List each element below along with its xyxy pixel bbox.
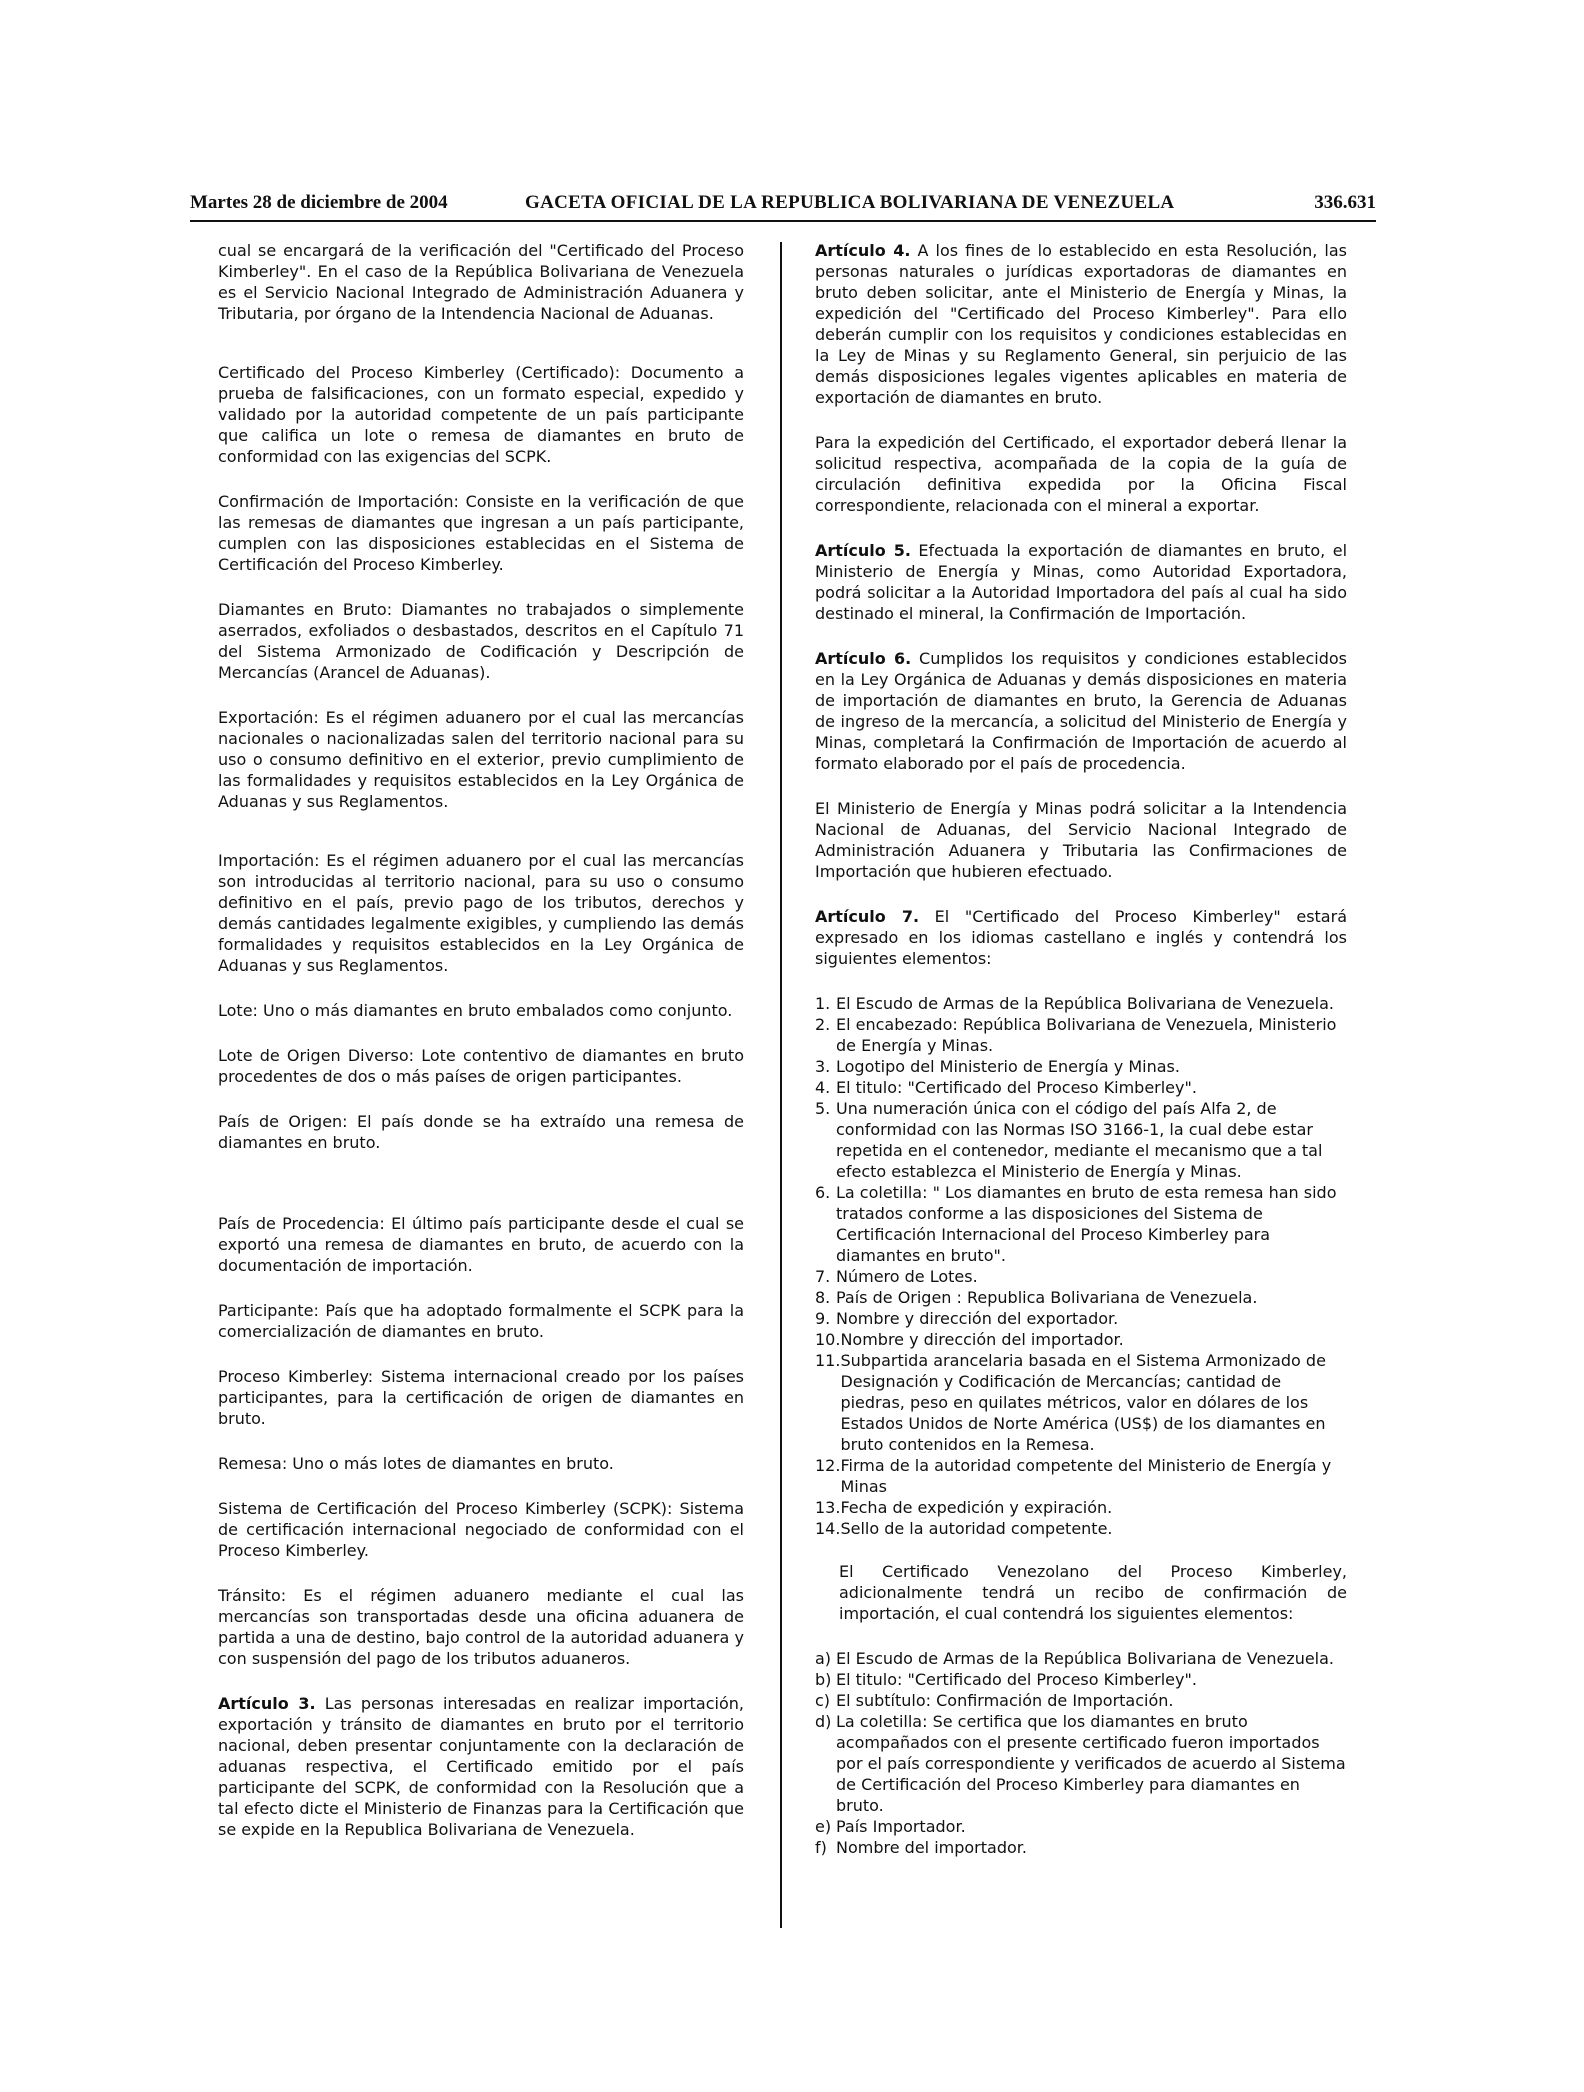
list-item [815, 1077, 1347, 1098]
list-item [815, 1690, 1347, 1711]
list-item-text: País Importador. [836, 1817, 966, 1836]
list-item-text: El encabezado: República Bolivariana de Venezuela, Ministerio de Energía y Minas. [836, 1015, 1337, 1055]
list-item-number: 9. [815, 1309, 831, 1328]
article-3-label: Artículo 3. [218, 1694, 316, 1713]
article-5-label: Artículo 5. [815, 541, 911, 560]
list-item-text: Nombre del importador. [836, 1838, 1027, 1857]
list-item [815, 1056, 1347, 1077]
list-item-number: 10. [815, 1330, 841, 1349]
article-7-text: El "Certificado del Proceso Kimberley" estará expresado en los idiomas castellano e inglés y contendrá los siguientes elementos: [815, 907, 1347, 968]
list-item-number: 8. [815, 1288, 831, 1307]
header-page-number: 336.631 [1314, 192, 1376, 213]
list-item-text: La coletilla: Se certifica que los diamantes en bruto acompañados con el presente certificado fueron importados por el país correspondiente y verificados de acuerdo al Sistema de Certificación del Proceso Kimberley para diamantes en bruto. [836, 1712, 1346, 1815]
definition-transito: Tránsito: Es el régimen aduanero mediante el cual las mercancías son transportadas desde una oficina aduanera de partida a una de destino, bajo control de la autoridad aduanera y con suspensión del pago de los tributos aduaneros. [218, 1586, 744, 1668]
list-item-text: El titulo: "Certificado del Proceso Kimberley". [836, 1078, 1197, 1097]
list-item-letter: e) [815, 1817, 832, 1836]
article-6-label: Artículo 6. [815, 649, 912, 668]
list-item-number: 14. [815, 1519, 841, 1538]
definition-diamantes: Diamantes en Bruto: Diamantes no trabajados o simplemente aserrados, exfoliados o desbastados, descritos en el Capítulo 71 del Sistema Armonizado de Codificación y Descripción de Mercancías (Arancel de Aduanas). [218, 600, 744, 682]
article-4-paragraph-2: Para la expedición del Certificado, el exportador deberá llenar la solicitud respectiva, acompañada de la copia de la guía de circulación definitiva expedida por la Oficina Fiscal correspondiente, relacionada con el mineral a exportar. [815, 433, 1347, 515]
column-divider [780, 242, 782, 1928]
confirmation-elements-list [815, 1648, 1347, 1858]
list-item [815, 1308, 1347, 1329]
left-column [218, 240, 744, 1864]
list-item-number: 13. [815, 1498, 841, 1517]
definition-lote-origen-diverso: Lote de Origen Diverso: Lote contentivo de diamantes en bruto procedentes de dos o más países de origen participantes. [218, 1046, 744, 1086]
definition-remesa: Remesa: Uno o más lotes de diamantes en bruto. [218, 1454, 614, 1473]
article-7-label: Artículo 7. [815, 907, 920, 926]
definition-confirmacion: Confirmación de Importación: Consiste en la verificación de que las remesas de diamantes que ingresan a un país participante, cumplen con las disposiciones establecidas en el Sistema de Certificación del Proceso Kimberley. [218, 492, 744, 574]
list-item [815, 1518, 1347, 1539]
list-item-letter: b) [815, 1670, 832, 1689]
article-4 [815, 240, 1347, 408]
article-4-label: Artículo 4. [815, 241, 911, 260]
list-item-letter: f) [815, 1838, 827, 1857]
list-item-letter: d) [815, 1712, 832, 1731]
paragraph: cual se encargará de la verificación del "Certificado del Proceso Kimberley". En el caso de la República Bolivariana de Venezuela es el Servicio Nacional Integrado de Administración Aduanera y Tributaria, por órgano de la Intendencia Nacional de Aduanas. [218, 241, 744, 323]
header-date: Martes 28 de diciembre de 2004 [190, 192, 448, 213]
list-item-number: 7. [815, 1267, 831, 1286]
list-item-number: 2. [815, 1015, 831, 1034]
list-item-text: La coletilla: " Los diamantes en bruto de esta remesa han sido tratados conforme a las disposiciones del Sistema de Certificación Internacional del Proceso Kimberley para diamantes en bruto". [836, 1183, 1337, 1265]
article-3 [218, 1693, 744, 1840]
list-item-number: 1. [815, 994, 831, 1013]
list-item-text: Nombre y dirección del importador. [840, 1330, 1124, 1349]
list-item-number: 6. [815, 1183, 831, 1202]
list-item-number: 5. [815, 1099, 831, 1118]
page-header [190, 190, 1376, 222]
article-6 [815, 648, 1347, 774]
list-item-text: El Escudo de Armas de la República Bolivariana de Venezuela. [836, 1649, 1335, 1668]
list-item [815, 1837, 1347, 1858]
list-item [815, 1098, 1347, 1182]
list-item [815, 993, 1347, 1014]
list-item-text: Nombre y dirección del exportador. [836, 1309, 1119, 1328]
list-item [815, 1014, 1347, 1056]
list-item-number: 3. [815, 1057, 831, 1076]
list-item-text: Subpartida arancelaria basada en el Sistema Armonizado de Designación y Codificación de Mercancías; cantidad de piedras, peso en quilates métricos, valor en dólares de los Estados Unidos de Norte América (US$) de los diamantes en bruto contenidos en la Remesa. [840, 1351, 1326, 1454]
article-6-paragraph-2: El Ministerio de Energía y Minas podrá solicitar a la Intendencia Nacional de Aduanas, del Servicio Nacional Integrado de Administración Aduanera y Tributaria las Confirmaciones de Importación que hubieren efectuado. [815, 799, 1347, 881]
definition-pais-procedencia: País de Procedencia: El último país participante desde el cual se exportó una remesa de diamantes en bruto, de acuerdo con la documentación de importación. [218, 1214, 744, 1275]
list-item-text: El titulo: "Certificado del Proceso Kimberley". [836, 1670, 1197, 1689]
list-item-text: Firma de la autoridad competente del Ministerio de Energía y Minas [840, 1456, 1332, 1496]
list-item-letter: a) [815, 1649, 832, 1668]
article-4-text: A los fines de lo establecido en esta Resolución, las personas naturales o jurídicas exportadoras de diamantes en bruto deben solicitar, ante el Ministerio de Energía y Minas, la expedición del "Certificado del Proceso Kimberley". Para ello deberán cumplir con los requisitos y condiciones establecidas en la Ley de Minas y su Reglamento General, sin perjuicio de las demás disposiciones legales vigentes aplicables en materia de exportación de diamantes en bruto. [815, 241, 1347, 407]
right-column [815, 240, 1347, 1880]
definition-exportacion: Exportación: Es el régimen aduanero por el cual las mercancías nacionales o nacionalizadas salen del territorio nacional para su uso o consumo definitivo en el exterior, previo cumplimiento de las formalidades y requisitos establecidos en la Ley Orgánica de Aduanas y sus Reglamentos. [218, 708, 744, 811]
list-item [815, 1648, 1347, 1669]
certificate-elements-list [815, 993, 1347, 1539]
article-5-text: Efectuada la exportación de diamantes en bruto, el Ministerio de Energía y Minas, como Autoridad Exportadora, podrá solicitar a la Autoridad Importadora del país al cual ha sido destinado el mineral, la Confirmación de Importación. [815, 541, 1348, 623]
article-7-paragraph-2: El Certificado Venezolano del Proceso Kimberley, adicionalmente tendrá un recibo de confirmación de importación, el cual contendrá los siguientes elementos: [839, 1562, 1347, 1623]
article-3-text: Las personas interesadas en realizar importación, exportación y tránsito de diamantes en bruto por el territorio nacional, deben presentar conjuntamente con la declaración de aduanas respectiva, el Certificado emitido por el país participante del SCPK, de conformidad con la Resolución que a tal efecto dicte el Ministerio de Finanzas para la Certificación que se expide en la Republica Bolivariana de Venezuela. [218, 1694, 744, 1839]
list-item-number: 4. [815, 1078, 831, 1097]
list-item [815, 1329, 1347, 1350]
list-item-text: País de Origen : Republica Bolivariana de Venezuela. [836, 1288, 1258, 1307]
list-item [815, 1350, 1347, 1455]
list-item-text: Número de Lotes. [836, 1267, 978, 1286]
definition-lote: Lote: Uno o más diamantes en bruto embalados como conjunto. [218, 1001, 733, 1020]
list-item-number: 11. [815, 1351, 841, 1370]
list-item-letter: c) [815, 1691, 831, 1710]
definition-scpk: Sistema de Certificación del Proceso Kimberley (SCPK): Sistema de certificación internacional negociado de conformidad con el Proceso Kimberley. [218, 1499, 744, 1560]
list-item-text: El subtítulo: Confirmación de Importación. [836, 1691, 1174, 1710]
list-item [815, 1455, 1347, 1497]
list-item-text: Una numeración única con el código del país Alfa 2, de conformidad con las Normas ISO 3166-1, la cual debe estar repetida en el contenedor, mediante el mecanismo que a tal efecto establezca el Ministerio de Energía y Minas. [836, 1099, 1323, 1181]
list-item [815, 1669, 1347, 1690]
list-item [815, 1182, 1347, 1266]
list-item-number: 12. [815, 1456, 841, 1475]
definition-certificado: Certificado del Proceso Kimberley (Certificado): Documento a prueba de falsificaciones, con un formato especial, expedido y validado por la autoridad competente de un país participante que califica un lote o remesa de diamantes en bruto de conformidad con las exigencias del SCPK. [218, 363, 744, 466]
header-title: GACETA OFICIAL DE LA REPUBLICA BOLIVARIANA DE VENEZUELA [525, 192, 1175, 213]
list-item [815, 1816, 1347, 1837]
article-5 [815, 540, 1347, 624]
definition-pais-origen: País de Origen: El país donde se ha extraído una remesa de diamantes en bruto. [218, 1112, 744, 1152]
list-item-text: El Escudo de Armas de la República Bolivariana de Venezuela. [836, 994, 1335, 1013]
list-item [815, 1287, 1347, 1308]
list-item-text: Logotipo del Ministerio de Energía y Minas. [836, 1057, 1180, 1076]
article-6-text: Cumplidos los requisitos y condiciones establecidos en la Ley Orgánica de Aduanas y demás disposiciones en materia de importación de diamantes en bruto, la Gerencia de Aduanas de ingreso de la mercancía, a solicitud del Ministerio de Energía y Minas, completará la Confirmación de Importación de acuerdo al formato elaborado por el país de procedencia. [815, 649, 1348, 773]
definition-importacion: Importación: Es el régimen aduanero por el cual las mercancías son introducidas al territorio nacional, para su uso o consumo definitivo en el país, previo pago de los tributos, derechos y demás cantidades legalmente exigibles, y cumpliendo las demás formalidades y requisitos establecidos en la Ley Orgánica de Aduanas y sus Reglamentos. [218, 851, 744, 975]
article-7 [815, 906, 1347, 969]
definition-participante: Participante: País que ha adoptado formalmente el SCPK para la comercialización de diamantes en bruto. [218, 1301, 744, 1341]
list-item [815, 1497, 1347, 1518]
list-item-text: Fecha de expedición y expiración. [840, 1498, 1113, 1517]
list-item-text: Sello de la autoridad competente. [840, 1519, 1113, 1538]
definition-proceso-kimberley: Proceso Kimberley: Sistema internacional creado por los países participantes, para la certificación de origen de diamantes en bruto. [218, 1367, 744, 1428]
list-item [815, 1266, 1347, 1287]
list-item [815, 1711, 1347, 1816]
